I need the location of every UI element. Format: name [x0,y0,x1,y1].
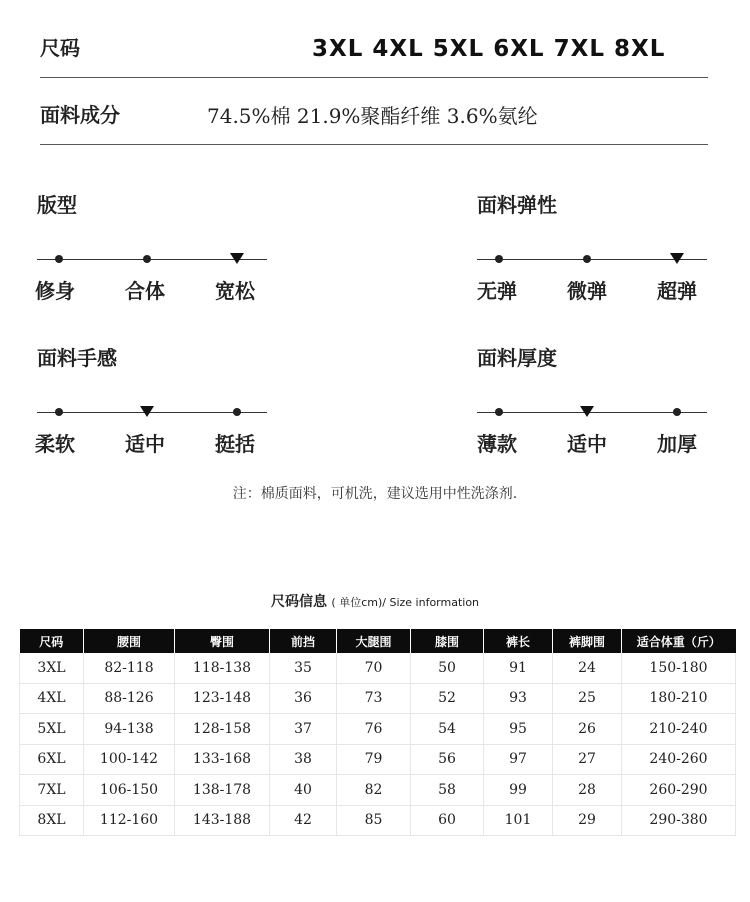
table-cell: 56 [411,744,484,775]
table-row [20,683,736,714]
divider [40,77,708,78]
table-cell: 4XL [20,683,84,714]
scale-hand-feel [35,342,267,456]
table-header: 尺码 [20,629,84,653]
scale-marker [233,408,241,416]
table-cell: 138-178 [175,775,270,806]
table-cell: 6XL [20,744,84,775]
table-cell: 133-168 [175,744,270,775]
table-header: 适合体重（斤） [622,629,736,653]
care-note: 注：棉质面料，可机洗，建议选用中性洗涤剂. [232,486,518,502]
size-row-label: 尺码 [40,36,80,60]
scale-selected-marker [670,253,684,264]
table-cell: 97 [484,744,553,775]
table-cell: 8XL [20,805,84,836]
scale-option: 柔软 [35,432,75,456]
size-info-title-bold: 尺码信息 [270,594,327,610]
table-cell: 5XL [20,714,84,745]
size-info-title-en: / Size information [382,596,480,609]
table-header: 前挡 [270,629,337,653]
table-cell: 82 [337,775,411,806]
scale-title: 面料厚度 [477,346,557,370]
scale-title: 面料弹性 [477,193,557,217]
table-cell: 7XL [20,775,84,806]
table-cell: 29 [553,805,622,836]
size-info-title-unit: ( 单位cm) [331,596,383,609]
scale-marker [495,255,503,263]
scale-fit [35,189,267,303]
table-cell: 240-260 [622,744,736,775]
scale-marker [673,408,681,416]
scale-marker [495,408,503,416]
table-cell: 3XL [20,653,84,683]
table-cell: 38 [270,744,337,775]
table-header-row [20,629,736,653]
table-cell: 100-142 [84,744,175,775]
table-cell: 85 [337,805,411,836]
table-cell: 25 [553,683,622,714]
table-cell: 73 [337,683,411,714]
table-cell: 128-158 [175,714,270,745]
table-cell: 112-160 [84,805,175,836]
table-cell: 35 [270,653,337,683]
table-header: 膝围 [411,629,484,653]
fabric-row-value: 74.5%棉 21.9%聚酯纤维 3.6%氨纶 [207,104,538,128]
table-cell: 88-126 [84,683,175,714]
table-cell: 143-188 [175,805,270,836]
scale-selected-marker [230,253,244,264]
scale-option: 微弹 [567,279,607,303]
scale-selected-marker [140,406,154,417]
divider [40,144,708,145]
scale-option: 适中 [567,432,607,456]
table-cell: 36 [270,683,337,714]
table-row [20,805,736,836]
table-row [20,714,736,745]
table-cell: 50 [411,653,484,683]
table-row [20,775,736,806]
table-body [20,653,736,836]
table-cell: 101 [484,805,553,836]
scale-option: 超弹 [657,279,697,303]
table-cell: 118-138 [175,653,270,683]
scale-title: 版型 [37,193,77,217]
scale-option: 薄款 [477,432,517,456]
scale-marker [583,255,591,263]
table-header: 大腿围 [337,629,411,653]
table-cell: 52 [411,683,484,714]
scale-option: 加厚 [657,432,697,456]
scale-marker [55,408,63,416]
table-cell: 150-180 [622,653,736,683]
table-header: 腰围 [84,629,175,653]
table-cell: 60 [411,805,484,836]
scale-option: 合体 [125,279,165,303]
table-cell: 180-210 [622,683,736,714]
scale-marker [55,255,63,263]
table-cell: 94-138 [84,714,175,745]
table-cell: 58 [411,775,484,806]
table-header: 裤脚围 [553,629,622,653]
scale-title: 面料手感 [37,346,117,370]
table-cell: 42 [270,805,337,836]
table-cell: 82-118 [84,653,175,683]
scale-option: 挺括 [215,432,255,456]
fabric-row-label: 面料成分 [40,103,120,127]
table-cell: 70 [337,653,411,683]
size-row-value: 3XL 4XL 5XL 6XL 7XL 8XL [312,36,666,62]
table-header: 裤长 [484,629,553,653]
scale-selected-marker [580,406,594,417]
table-cell: 24 [553,653,622,683]
table-row [20,744,736,775]
table-cell: 28 [553,775,622,806]
table-cell: 260-290 [622,775,736,806]
size-table [19,629,736,836]
table-row [20,653,736,683]
table-cell: 106-150 [84,775,175,806]
scale-thickness [477,342,707,456]
table-cell: 76 [337,714,411,745]
table-cell: 27 [553,744,622,775]
table-cell: 93 [484,683,553,714]
table-cell: 26 [553,714,622,745]
table-cell: 40 [270,775,337,806]
scale-marker [143,255,151,263]
table-header: 臀围 [175,629,270,653]
table-cell: 79 [337,744,411,775]
size-info-title [0,591,750,611]
scale-elasticity [477,189,707,303]
scale-option: 适中 [125,432,165,456]
table-cell: 95 [484,714,553,745]
table-cell: 54 [411,714,484,745]
scale-option: 无弹 [477,279,517,303]
scale-option: 宽松 [215,279,255,303]
scale-option: 修身 [35,279,75,303]
table-cell: 99 [484,775,553,806]
table-cell: 91 [484,653,553,683]
table-cell: 123-148 [175,683,270,714]
table-cell: 290-380 [622,805,736,836]
table-cell: 210-240 [622,714,736,745]
table-cell: 37 [270,714,337,745]
